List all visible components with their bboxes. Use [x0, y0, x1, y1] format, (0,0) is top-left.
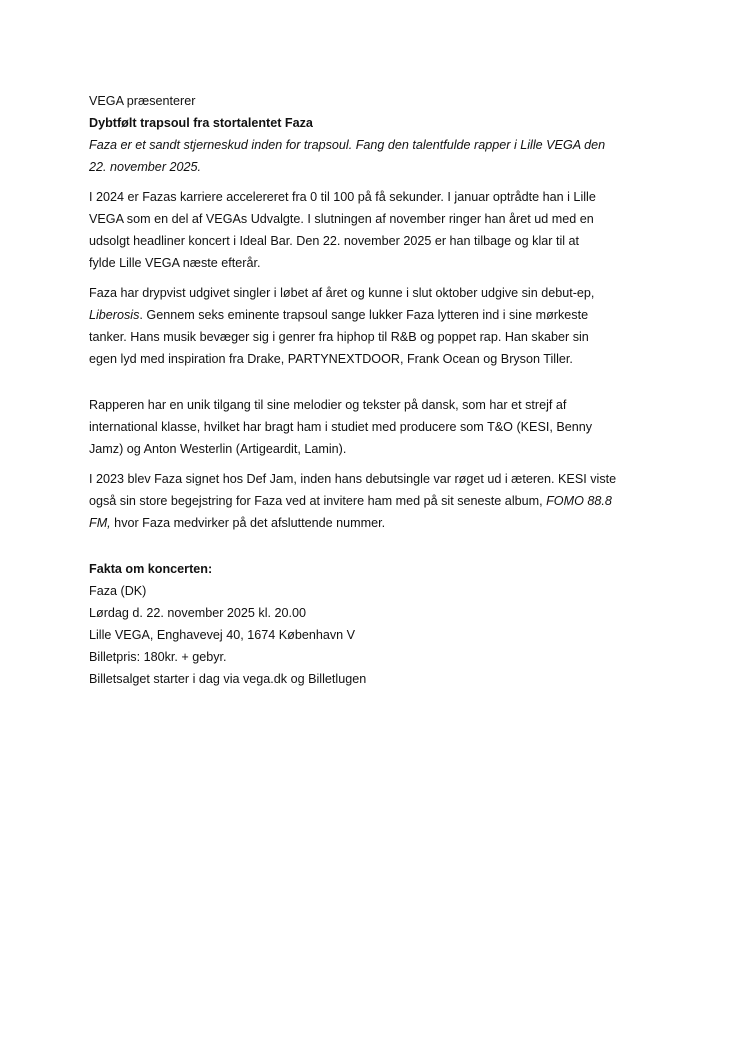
paragraph-line: Faza har drypvist udgivet singler i løbet af året og kunne i slut oktober udgive sin debut-ep,: [89, 286, 595, 300]
lead-paragraph: [89, 134, 661, 178]
paragraph-line: VEGA som en del af VEGAs Udvalgte. I slutningen af november ringer han året ud med en: [89, 212, 594, 226]
paragraph-1: [89, 186, 661, 274]
album-title-continued: FM,: [89, 516, 111, 530]
paragraph-line: egen lyd med inspiration fra Drake, PARTYNEXTDOOR, Frank Ocean og Bryson Tiller.: [89, 352, 573, 366]
facts-heading: Fakta om koncerten:: [89, 562, 213, 576]
paragraph-line-rest: hvor Faza medvirker på det afsluttende nummer.: [110, 516, 386, 530]
paragraph-line: international klasse, hvilket har bragt ham i studiet med producere som T&O (KESI, Benny: [89, 420, 593, 434]
facts-item: Billetsalget starter i dag via vega.dk og Billetlugen: [89, 672, 367, 686]
paragraph-line: fylde Lille VEGA næste efterår.: [89, 256, 261, 270]
paragraph-line-start: også sin store begejstring for Faza ved at invitere ham med på sit seneste album,: [89, 494, 547, 508]
paragraph-line: I 2024 er Fazas karriere accelereret fra 0 til 100 på få sekunder. I januar optrådte han i Lille: [89, 190, 596, 204]
paragraph-line: tanker. Hans musik bevæger sig i genrer fra hiphop til R&B og poppet rap. Han skaber sin: [89, 330, 589, 344]
paragraph-3: [89, 394, 661, 460]
paragraph-line: [89, 490, 661, 512]
ep-title: Liberosis: [89, 308, 140, 322]
paragraph-4: [89, 468, 661, 534]
headline: Dybtfølt trapsoul fra stortalentet Faza: [89, 116, 313, 130]
paragraph-line: Jamz) og Anton Westerlin (Artigeardit, Lamin).: [89, 442, 347, 456]
paragraph-line: Rapperen har en unik tilgang til sine melodier og tekster på dansk, som har et strejf af: [89, 398, 567, 412]
facts-item: Lille VEGA, Enghavevej 40, 1674 København V: [89, 628, 356, 642]
paragraph-2: [89, 282, 661, 370]
facts-item: Billetpris: 180kr. + gebyr.: [89, 650, 227, 664]
paragraph-line: [89, 512, 661, 534]
lead-line: 22. november 2025.: [89, 160, 202, 174]
presenter-line: VEGA præsenterer: [89, 94, 196, 108]
press-release-page: [89, 90, 661, 690]
paragraph-line: udsolgt headliner koncert i Ideal Bar. Den 22. november 2025 er han tilbage og klar til at: [89, 234, 580, 248]
paragraph-line: I 2023 blev Faza signet hos Def Jam, inden hans debutsingle var røget ud i æteren. KESI viste: [89, 472, 617, 486]
album-title: FOMO 88.8: [546, 494, 612, 508]
paragraph-line-rest: . Gennem seks eminente trapsoul sange lukker Faza lytteren ind i sine mørkeste: [139, 308, 589, 322]
facts-section: [89, 558, 661, 690]
paragraph-line: [89, 304, 661, 326]
lead-line: Faza er et sandt stjerneskud inden for trapsoul. Fang den talentfulde rapper i Lille VEGA den: [89, 138, 606, 152]
facts-item: Lørdag d. 22. november 2025 kl. 20.00: [89, 606, 307, 620]
facts-item: Faza (DK): [89, 584, 147, 598]
